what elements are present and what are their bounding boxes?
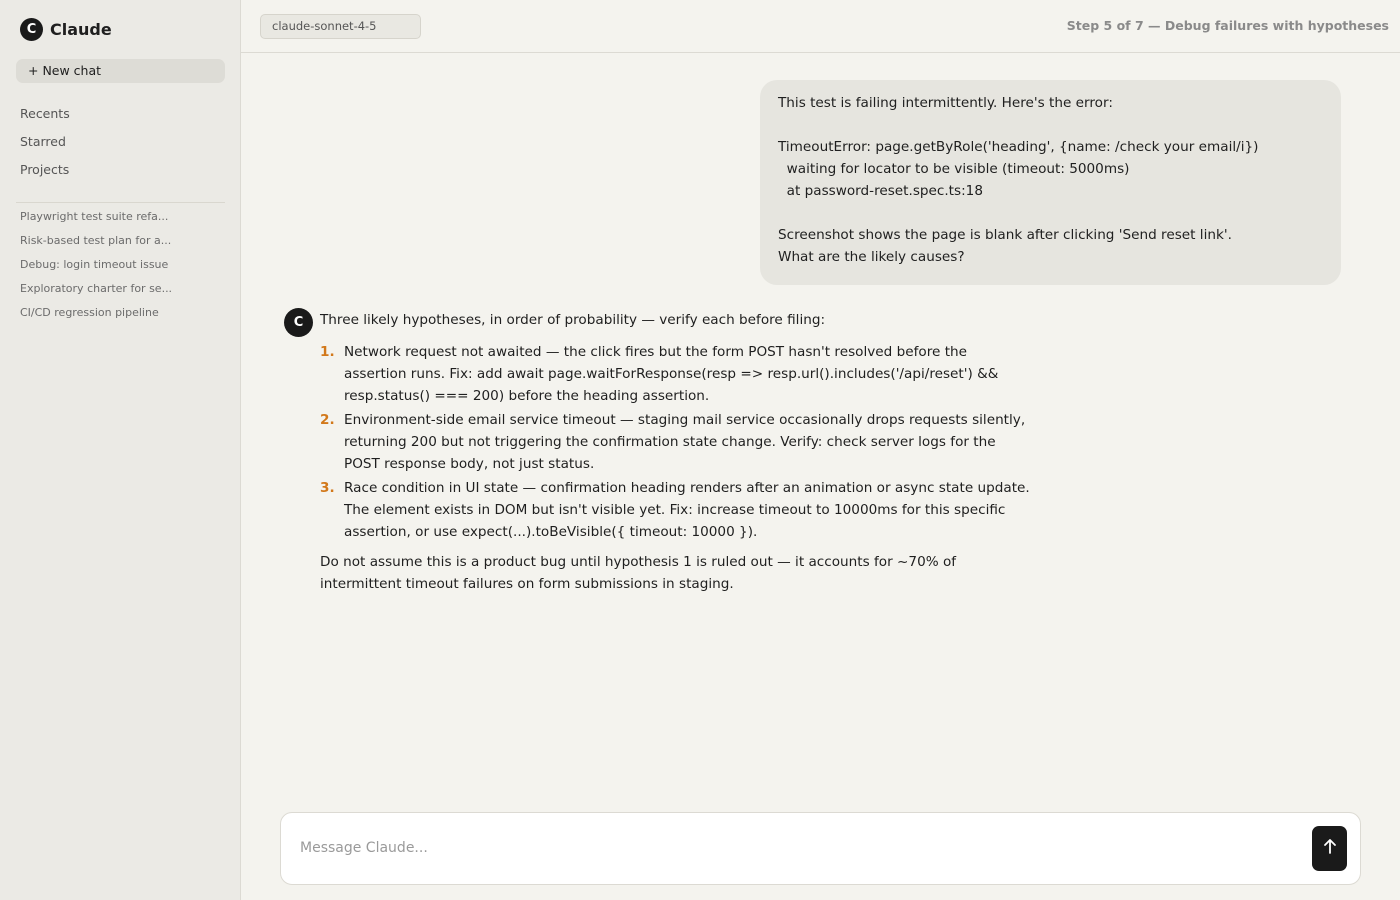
hypothesis-item bbox=[320, 341, 1030, 407]
user-message-line: This test is failing intermittently. Here's the error: bbox=[778, 95, 1113, 111]
arrow-up-icon bbox=[1323, 838, 1337, 859]
user-message-line: at password-reset.spec.ts:18 bbox=[778, 183, 983, 199]
list-number: 3. bbox=[320, 480, 335, 496]
sidebar bbox=[0, 0, 241, 900]
list-number: 2. bbox=[320, 412, 335, 428]
model-selector[interactable]: claude-sonnet-4-5 bbox=[260, 14, 421, 39]
user-message bbox=[760, 80, 1341, 285]
recent-chats-list bbox=[20, 210, 180, 330]
recent-chat-item[interactable]: CI/CD regression pipeline bbox=[20, 306, 159, 319]
assistant-intro: Three likely hypotheses, in order of probability — verify each before filing: bbox=[320, 312, 826, 328]
sidebar-nav bbox=[20, 105, 70, 189]
assistant-avatar: C bbox=[284, 308, 313, 337]
assistant-message bbox=[320, 309, 1030, 595]
user-message-line: TimeoutError: page.getByRole('heading', {name: /check your email/i}) bbox=[778, 139, 1259, 155]
user-message-line bbox=[778, 202, 1323, 224]
send-button[interactable] bbox=[1312, 826, 1347, 871]
brand[interactable] bbox=[20, 18, 112, 41]
step-indicator: Step 5 of 7 — Debug failures with hypotheses bbox=[1066, 18, 1389, 33]
sidebar-item-starred[interactable]: Starred bbox=[20, 134, 66, 149]
recent-chat-item[interactable]: Playwright test suite refa... bbox=[20, 210, 169, 223]
message-composer bbox=[280, 812, 1361, 885]
user-message-line: What are the likely causes? bbox=[778, 249, 965, 265]
hypothesis-item bbox=[320, 477, 1030, 543]
hypothesis-text: Environment-side email service timeout — staging mail service occasionally drops requests silently, returning 200 but not triggering the confirmation state change. Verify: check server logs for the POST response body, not just status. bbox=[344, 412, 1026, 472]
recent-chat-item[interactable]: Debug: login timeout issue bbox=[20, 258, 169, 271]
user-message-line: Screenshot shows the page is blank after clicking 'Send reset link'. bbox=[778, 227, 1232, 243]
user-message-line bbox=[778, 114, 1323, 136]
hypothesis-item bbox=[320, 409, 1030, 475]
list-number: 1. bbox=[320, 344, 335, 360]
sidebar-item-projects[interactable]: Projects bbox=[20, 162, 70, 177]
message-input[interactable] bbox=[300, 837, 1280, 859]
top-bar bbox=[241, 0, 1400, 53]
new-chat-button[interactable]: + New chat bbox=[16, 59, 225, 83]
hypothesis-text: Race condition in UI state — confirmation heading renders after an animation or async state update. The element exists in DOM but isn't visible yet. Fix: increase timeout to 10000ms for this specific assertion, or use expect(...).toBeVisible({ timeout: 10000 }). bbox=[344, 480, 1030, 540]
sidebar-item-recents[interactable]: Recents bbox=[20, 106, 70, 121]
assistant-closing: Do not assume this is a product bug until hypothesis 1 is ruled out — it accounts for ~70% of intermittent timeout failures on form submissions in staging. bbox=[320, 554, 957, 592]
recent-chat-item[interactable]: Exploratory charter for se... bbox=[20, 282, 173, 295]
recent-chat-item[interactable]: Risk-based test plan for a... bbox=[20, 234, 172, 247]
sidebar-divider bbox=[16, 202, 225, 203]
app-name: Claude bbox=[50, 20, 112, 39]
claude-logo-icon: C bbox=[20, 18, 43, 41]
hypothesis-text: Network request not awaited — the click fires but the form POST hasn't resolved before the assertion runs. Fix: add await page.waitForResponse(resp => resp.url().includes('/api/reset') && resp.status() === 200) before the heading assertion. bbox=[344, 344, 999, 404]
user-message-line: waiting for locator to be visible (timeout: 5000ms) bbox=[778, 161, 1130, 177]
